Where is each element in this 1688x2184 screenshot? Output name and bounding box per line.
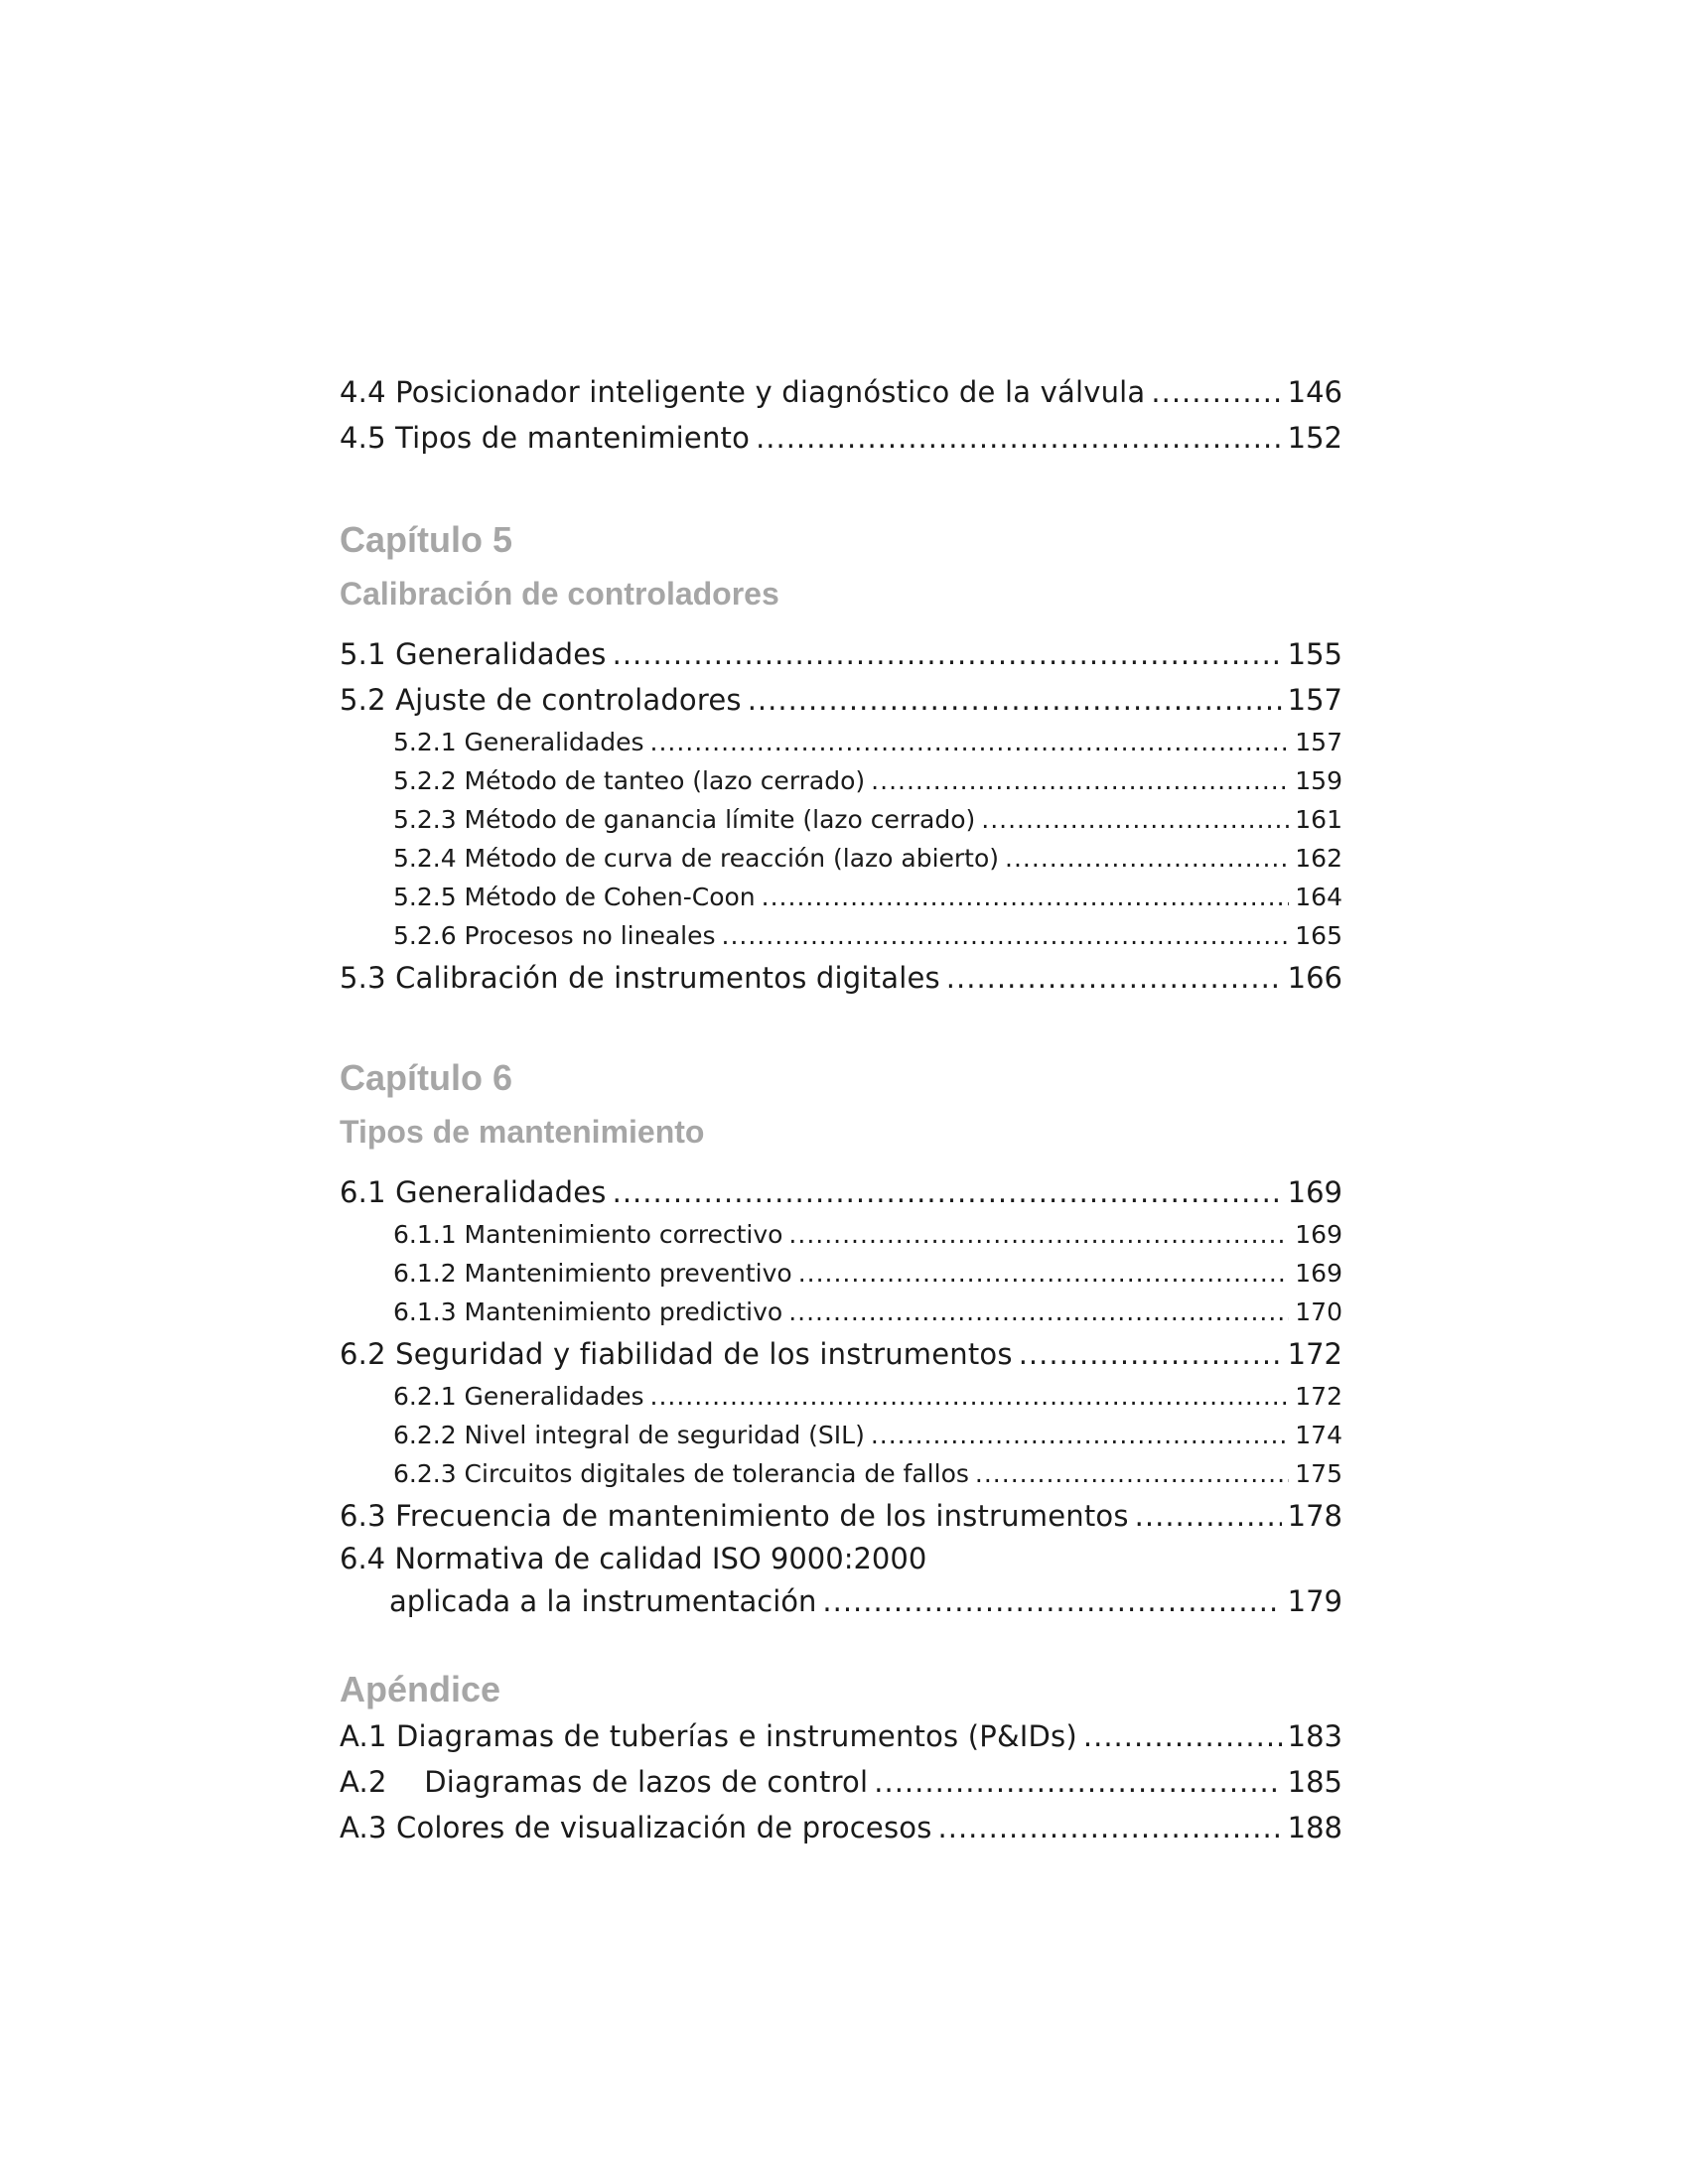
toc-entry-label: 5.2.6 Procesos no lineales bbox=[393, 921, 716, 950]
toc-entry bbox=[340, 1759, 1342, 1805]
toc-subentry bbox=[340, 839, 1342, 878]
toc-page-number: 188 bbox=[1287, 1811, 1342, 1844]
toc-page-number: 146 bbox=[1287, 375, 1342, 409]
toc-subentry bbox=[340, 1377, 1342, 1416]
dot-leader bbox=[1083, 1713, 1282, 1759]
dot-leader bbox=[650, 1377, 1290, 1416]
spacer bbox=[340, 562, 1342, 574]
toc-entry-label: 5.2.2 Método de tanteo (lazo cerrado) bbox=[393, 766, 866, 795]
toc-subentry bbox=[340, 1293, 1342, 1331]
toc-entry-label: 5.2.4 Método de curva de reacción (lazo abierto) bbox=[393, 844, 1000, 873]
dot-leader bbox=[1151, 369, 1281, 415]
toc-entry bbox=[340, 369, 1342, 415]
dot-leader bbox=[871, 761, 1289, 800]
spacer bbox=[340, 1152, 1342, 1169]
toc-subentry bbox=[340, 916, 1342, 955]
toc-entry-label: 5.2.3 Método de ganancia límite (lazo cerrado) bbox=[393, 805, 976, 834]
toc-subentry bbox=[340, 800, 1342, 839]
dot-leader bbox=[613, 631, 1282, 677]
dot-leader bbox=[874, 1759, 1281, 1805]
dot-leader bbox=[938, 1805, 1282, 1850]
toc-page-number: 179 bbox=[1287, 1584, 1342, 1618]
toc-subentry bbox=[340, 1416, 1342, 1454]
toc-page-number: 170 bbox=[1295, 1297, 1342, 1326]
chapter-title: Capítulo 5 bbox=[340, 519, 513, 560]
toc-page-number: 172 bbox=[1295, 1382, 1342, 1411]
toc-page-number: 178 bbox=[1287, 1499, 1342, 1533]
toc-entry-label: 4.5 Tipos de mantenimiento bbox=[340, 421, 751, 455]
toc-entry-label: 6.2.1 Generalidades bbox=[393, 1382, 644, 1411]
table-of-contents bbox=[340, 369, 1342, 1850]
toc-entry-label: 6.2 Seguridad y fiabilidad de los instrumentos bbox=[340, 1337, 1013, 1371]
dot-leader bbox=[748, 677, 1282, 723]
toc-entry bbox=[340, 415, 1342, 461]
dot-leader bbox=[788, 1293, 1289, 1331]
dot-leader bbox=[1019, 1331, 1282, 1377]
toc-entry-label: A.1 Diagramas de tuberías e instrumentos (P&IDs) bbox=[340, 1719, 1077, 1753]
toc-entry bbox=[340, 1331, 1342, 1377]
toc-page-number: 155 bbox=[1287, 637, 1342, 671]
chapter-title: Capítulo 6 bbox=[340, 1057, 513, 1098]
toc-page-number: 161 bbox=[1295, 805, 1342, 834]
toc-subentry bbox=[340, 1254, 1342, 1293]
toc-page-number: 164 bbox=[1295, 883, 1342, 911]
dot-leader bbox=[756, 415, 1282, 461]
toc-entry-label: 5.3 Calibración de instrumentos digitales bbox=[340, 961, 940, 995]
toc-page-number: 172 bbox=[1287, 1337, 1342, 1371]
toc-entry-label: 5.1 Generalidades bbox=[340, 637, 607, 671]
toc-page-number: 174 bbox=[1295, 1421, 1342, 1449]
toc-subentry bbox=[340, 1454, 1342, 1493]
toc-entry-label: 5.2 Ajuste de controladores bbox=[340, 683, 742, 717]
dot-leader bbox=[1005, 839, 1289, 878]
toc-page-number: 183 bbox=[1287, 1719, 1342, 1753]
toc-entry bbox=[340, 1805, 1342, 1850]
toc-entry-label: A.3 Colores de visualización de procesos bbox=[340, 1811, 932, 1844]
toc-entry-label: 6.2.3 Circuitos digitales de tolerancia de fallos bbox=[393, 1459, 969, 1488]
toc-subentry bbox=[340, 723, 1342, 761]
toc-page-number: 162 bbox=[1295, 844, 1342, 873]
toc-entry-label: 6.1.3 Mantenimiento predictivo bbox=[393, 1297, 783, 1326]
dot-leader bbox=[788, 1215, 1289, 1254]
toc-entry-label: 6.1 Generalidades bbox=[340, 1175, 607, 1209]
dot-leader bbox=[1135, 1493, 1282, 1539]
spacer bbox=[340, 1001, 1342, 1056]
toc-subentry bbox=[340, 761, 1342, 800]
toc-entry-label: 6.1.1 Mantenimiento correctivo bbox=[393, 1220, 783, 1249]
toc-subentry bbox=[340, 1215, 1342, 1254]
toc-page-number: 175 bbox=[1295, 1459, 1342, 1488]
toc-entry-label: 6.2.2 Nivel integral de seguridad (SIL) bbox=[393, 1421, 865, 1449]
spacer bbox=[340, 1624, 1342, 1668]
dot-leader bbox=[613, 1169, 1282, 1215]
toc-entry bbox=[340, 1169, 1342, 1215]
toc-entry bbox=[340, 955, 1342, 1001]
toc-entry-label: 6.4 Normativa de calidad ISO 9000:2000 bbox=[340, 1542, 927, 1575]
toc-entry bbox=[340, 631, 1342, 677]
dot-leader bbox=[650, 723, 1290, 761]
toc-entry-wrapped-first-line bbox=[340, 1539, 1342, 1578]
toc-page-number: 169 bbox=[1295, 1220, 1342, 1249]
dot-leader bbox=[762, 878, 1290, 916]
toc-page-number: 152 bbox=[1287, 421, 1342, 455]
toc-entry bbox=[340, 1493, 1342, 1539]
dot-leader bbox=[822, 1578, 1281, 1624]
toc-entry bbox=[340, 1713, 1342, 1759]
toc-entry-label: aplicada a la instrumentación bbox=[389, 1584, 817, 1618]
dot-leader bbox=[871, 1416, 1289, 1454]
toc-page-number: 166 bbox=[1287, 961, 1342, 995]
appendix-title: Apéndice bbox=[340, 1669, 501, 1709]
spacer bbox=[340, 461, 1342, 518]
dot-leader bbox=[722, 916, 1290, 955]
toc-entry-label: 5.2.5 Método de Cohen-Coon bbox=[393, 883, 756, 911]
spacer bbox=[340, 614, 1342, 631]
chapter-subtitle: Tipos de mantenimiento bbox=[340, 1114, 705, 1150]
dot-leader bbox=[798, 1254, 1290, 1293]
dot-leader bbox=[946, 955, 1282, 1001]
toc-subentry bbox=[340, 878, 1342, 916]
toc-page-number: 165 bbox=[1295, 921, 1342, 950]
toc-page-number: 157 bbox=[1295, 728, 1342, 756]
toc-entry-label: 6.3 Frecuencia de mantenimiento de los instrumentos bbox=[340, 1499, 1129, 1533]
toc-page-number: 169 bbox=[1287, 1175, 1342, 1209]
toc-entry-label: 6.1.2 Mantenimiento preventivo bbox=[393, 1259, 792, 1288]
toc-page-number: 159 bbox=[1295, 766, 1342, 795]
toc-page-number: 185 bbox=[1287, 1765, 1342, 1799]
toc-entry-wrapped-continuation bbox=[340, 1578, 1342, 1624]
toc-entry-label: 4.4 Posicionador inteligente y diagnóstico de la válvula bbox=[340, 375, 1146, 409]
toc-page-number: 169 bbox=[1295, 1259, 1342, 1288]
dot-leader bbox=[975, 1454, 1289, 1493]
toc-entry-label: A.2 Diagramas de lazos de control bbox=[340, 1765, 869, 1799]
dot-leader bbox=[981, 800, 1289, 839]
toc-page-number: 157 bbox=[1287, 683, 1342, 717]
toc-entry-label: 5.2.1 Generalidades bbox=[393, 728, 644, 756]
chapter-subtitle: Calibración de controladores bbox=[340, 576, 779, 612]
toc-entry bbox=[340, 677, 1342, 723]
spacer bbox=[340, 1100, 1342, 1112]
